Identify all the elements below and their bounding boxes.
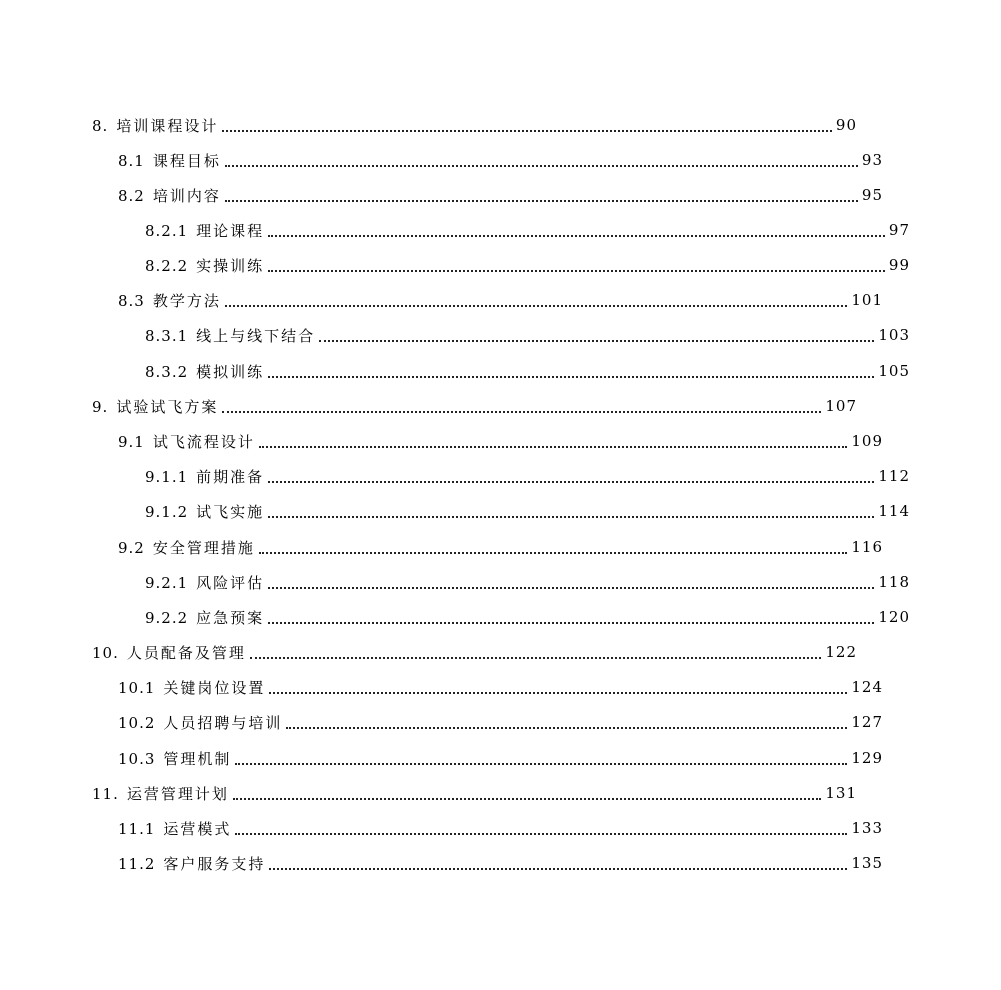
toc-entry-title: 教学方法 [152, 291, 221, 310]
dot-leader [286, 726, 847, 729]
toc-entry-number: 8.2.2 [145, 256, 189, 275]
toc-entry-title: 人员招聘与培训 [163, 713, 283, 732]
toc-entry-page: 103 [878, 326, 910, 344]
toc-entry[interactable] [0, 605, 1001, 629]
dot-leader [225, 164, 858, 167]
toc-entry-title: 培训内容 [152, 186, 221, 205]
toc-entry-page: 114 [878, 502, 910, 520]
toc-entry-number: 9. [92, 397, 109, 416]
dot-leader [268, 515, 874, 518]
toc-entry-title: 应急预案 [196, 608, 265, 627]
toc-entry-title: 培训课程设计 [116, 116, 219, 135]
toc-entry-page: 95 [861, 186, 883, 204]
toc-entry-number: 9.1.2 [145, 502, 189, 521]
toc-entry-page: 101 [851, 291, 883, 309]
dot-leader [269, 867, 847, 870]
dot-leader [235, 762, 847, 765]
toc-entry-page: 90 [835, 116, 857, 134]
toc-entry-number: 9.2.1 [145, 573, 189, 592]
toc-entry-title: 风险评估 [196, 573, 265, 592]
toc-entry[interactable] [0, 640, 948, 664]
dot-leader [259, 445, 847, 448]
toc-entry[interactable] [0, 675, 974, 699]
toc-entry-page: 122 [825, 643, 857, 661]
toc-entry[interactable] [0, 323, 1001, 347]
toc-entry-title: 人员配备及管理 [126, 643, 246, 662]
toc-entry-page: 99 [888, 256, 910, 274]
toc-entry-title: 安全管理措施 [152, 538, 255, 557]
dot-leader [319, 339, 874, 342]
toc-entry-page: 131 [825, 784, 857, 802]
toc-entry-title: 运营模式 [163, 819, 232, 838]
toc-entry[interactable] [0, 816, 974, 840]
toc-entry[interactable] [0, 535, 974, 559]
toc-entry-title: 前期准备 [196, 467, 265, 486]
dot-leader [268, 586, 874, 589]
dot-leader [235, 832, 847, 835]
toc-entry-title: 试飞实施 [196, 502, 265, 521]
toc-entry-number: 8.3.1 [145, 326, 189, 345]
toc-entry-number: 8. [92, 116, 109, 135]
toc-entry-page: 129 [851, 749, 883, 767]
dot-leader [268, 234, 885, 237]
toc-entry[interactable] [0, 570, 1001, 594]
dot-leader [268, 269, 885, 272]
dot-leader [222, 129, 832, 132]
toc-entry-number: 9.2.2 [145, 608, 189, 627]
dot-leader [269, 691, 847, 694]
toc-entry-page: 118 [878, 573, 910, 591]
dot-leader [268, 375, 874, 378]
toc-entry-number: 9.1 [118, 432, 145, 451]
toc-entry-title: 模拟训练 [196, 362, 265, 381]
toc-entry[interactable] [0, 851, 974, 875]
toc-entry[interactable] [0, 218, 1001, 242]
toc-entry[interactable] [0, 429, 974, 453]
dot-leader [268, 621, 874, 624]
toc-entry-title: 理论课程 [196, 221, 265, 240]
toc-entry-number: 11. [92, 784, 119, 803]
toc-entry-title: 运营管理计划 [126, 784, 229, 803]
toc-entry-page: 133 [851, 819, 883, 837]
toc-entry[interactable] [0, 781, 948, 805]
toc-entry-page: 105 [878, 362, 910, 380]
toc-entry-title: 试验试飞方案 [116, 397, 219, 416]
toc-entry[interactable] [0, 359, 1001, 383]
toc-entry-title: 课程目标 [152, 151, 221, 170]
toc-entry-title: 客户服务支持 [163, 854, 266, 873]
toc-entry-page: 112 [878, 467, 910, 485]
toc-entry-title: 试飞流程设计 [152, 432, 255, 451]
toc-entry-title: 关键岗位设置 [163, 678, 266, 697]
toc-entry[interactable] [0, 148, 974, 172]
dot-leader [259, 551, 847, 554]
toc-entry[interactable] [0, 464, 1001, 488]
toc-entry-page: 120 [878, 608, 910, 626]
toc-entry-page: 116 [851, 538, 883, 556]
toc-entry-page: 93 [861, 151, 883, 169]
toc-entry[interactable] [0, 183, 974, 207]
dot-leader [222, 410, 821, 413]
toc-entry-number: 9.1.1 [145, 467, 189, 486]
toc-entry-title: 线上与线下结合 [196, 326, 316, 345]
toc-entry-page: 127 [851, 713, 883, 731]
toc-entry-number: 8.3 [118, 291, 145, 310]
toc-entry-number: 10.1 [118, 678, 156, 697]
toc-entry-number: 11.2 [118, 854, 156, 873]
toc-entry-number: 8.2 [118, 186, 145, 205]
toc-entry-page: 124 [851, 678, 883, 696]
toc-entry-number: 9.2 [118, 538, 145, 557]
toc-entry[interactable] [0, 499, 1001, 523]
toc-entry-number: 10.2 [118, 713, 156, 732]
dot-leader [225, 199, 858, 202]
dot-leader [225, 304, 847, 307]
dot-leader [233, 797, 821, 800]
toc-entry-page: 107 [825, 397, 857, 415]
toc-entry[interactable] [0, 394, 948, 418]
toc-entry-title: 管理机制 [163, 749, 232, 768]
toc-entry-page: 135 [851, 854, 883, 872]
toc-entry[interactable] [0, 710, 974, 734]
toc-entry-page: 97 [888, 221, 910, 239]
toc-entry[interactable] [0, 113, 948, 137]
toc-entry-number: 10. [92, 643, 119, 662]
toc-entry-number: 8.1 [118, 151, 145, 170]
toc-entry[interactable] [0, 288, 974, 312]
toc-entry[interactable] [0, 253, 1001, 277]
dot-leader [268, 480, 874, 483]
toc-entry-number: 10.3 [118, 749, 156, 768]
toc-entry-number: 8.3.2 [145, 362, 189, 381]
toc-entry-number: 8.2.1 [145, 221, 189, 240]
toc-entry-number: 11.1 [118, 819, 156, 838]
toc-entry-page: 109 [851, 432, 883, 450]
dot-leader [250, 656, 821, 659]
toc-entry-title: 实操训练 [196, 256, 265, 275]
toc-entry[interactable] [0, 746, 974, 770]
